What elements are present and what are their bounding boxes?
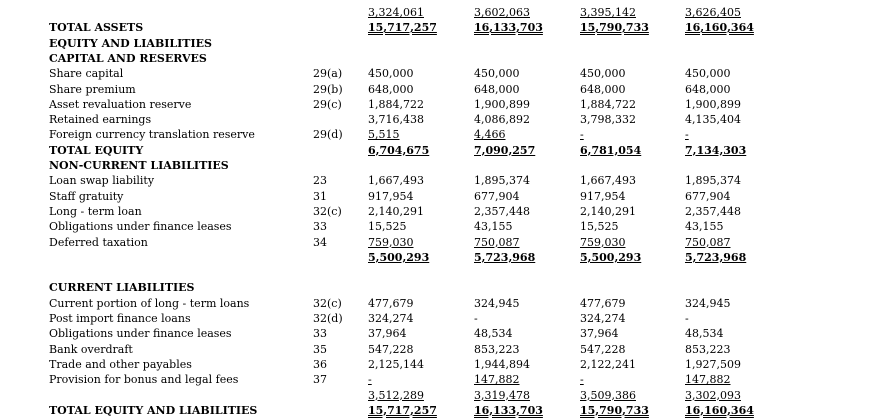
amount-cell: 5,500,293 bbox=[368, 250, 430, 264]
amount-cell: 7,090,257 bbox=[474, 143, 536, 157]
amount-cell: 917,954 bbox=[580, 189, 626, 203]
row-label: NON-CURRENT LIABILITIES bbox=[49, 159, 229, 172]
row-label: Staff gratuity bbox=[49, 189, 124, 203]
amount-cell: 648,000 bbox=[580, 82, 626, 96]
amount-cell: 5,723,968 bbox=[474, 250, 536, 264]
amount-cell: 3,319,478 bbox=[474, 388, 530, 402]
amount-cell: 15,790,733 bbox=[580, 21, 649, 35]
amount-cell: 450,000 bbox=[580, 67, 626, 81]
amount-cell: 450,000 bbox=[368, 67, 414, 81]
amount-cell: 1,900,899 bbox=[685, 97, 741, 111]
amount-cell: 15,525 bbox=[580, 220, 619, 234]
amount-cell: 324,945 bbox=[474, 296, 520, 310]
amount-cell: 3,798,332 bbox=[580, 113, 636, 127]
amount-cell: 6,781,054 bbox=[580, 143, 642, 157]
amount-cell: - bbox=[685, 312, 689, 325]
amount-cell: 16,160,364 bbox=[685, 21, 754, 35]
amount-cell: 1,884,722 bbox=[580, 97, 636, 111]
amount-cell: 3,716,438 bbox=[368, 113, 424, 127]
amount-cell: 1,927,509 bbox=[685, 357, 741, 371]
note-ref: 33 bbox=[313, 220, 327, 234]
amount-cell: 16,160,364 bbox=[685, 403, 754, 417]
row-label: CAPITAL AND RESERVES bbox=[49, 51, 207, 65]
amount-cell: 677,904 bbox=[685, 189, 731, 203]
row-label: Post import finance loans bbox=[49, 312, 191, 325]
amount-cell: - bbox=[685, 128, 689, 142]
amount-cell: 3,602,063 bbox=[474, 6, 530, 19]
row-label: Bank overdraft bbox=[49, 342, 133, 356]
row-label: TOTAL ASSETS bbox=[49, 21, 144, 35]
row-label: Current portion of long - term loans bbox=[49, 296, 250, 310]
amount-cell: 3,324,061 bbox=[368, 6, 424, 19]
amount-cell: 43,155 bbox=[685, 220, 724, 234]
amount-cell: 3,302,093 bbox=[685, 388, 741, 402]
note-ref: 33 bbox=[313, 327, 327, 341]
amount-cell: 15,717,257 bbox=[368, 21, 437, 35]
amount-cell: 450,000 bbox=[685, 67, 731, 81]
note-ref: 29(a) bbox=[313, 67, 343, 81]
note-ref: 23 bbox=[313, 174, 327, 188]
row-label: Share premium bbox=[49, 82, 136, 96]
amount-cell: 2,140,291 bbox=[368, 204, 424, 218]
amount-cell: 547,228 bbox=[580, 342, 626, 356]
row-label: CURRENT LIABILITIES bbox=[49, 281, 195, 295]
row-label: Asset revaluation reserve bbox=[49, 97, 192, 111]
amount-cell: 477,679 bbox=[368, 296, 414, 310]
amount-cell: 917,954 bbox=[368, 189, 414, 203]
amount-cell: 2,357,448 bbox=[685, 204, 741, 218]
amount-cell: 4,466 bbox=[474, 128, 506, 142]
amount-cell: 147,882 bbox=[474, 373, 520, 387]
amount-cell: - bbox=[580, 128, 584, 142]
amount-cell: 5,515 bbox=[368, 128, 400, 142]
amount-cell: 1,667,493 bbox=[580, 174, 636, 188]
note-ref: 29(d) bbox=[313, 128, 343, 142]
row-label: Provision for bonus and legal fees bbox=[49, 373, 239, 387]
row-label: Deferred taxation bbox=[49, 235, 148, 249]
note-ref: 36 bbox=[313, 357, 327, 371]
amount-cell: 853,223 bbox=[474, 342, 520, 356]
amount-cell: 648,000 bbox=[368, 82, 414, 96]
amount-cell: 759,030 bbox=[368, 235, 414, 249]
amount-cell: 648,000 bbox=[474, 82, 520, 96]
amount-cell: 1,895,374 bbox=[685, 174, 741, 188]
amount-cell: 3,626,405 bbox=[685, 6, 741, 19]
row-label: Loan swap liability bbox=[49, 174, 155, 188]
amount-cell: 1,944,894 bbox=[474, 357, 530, 371]
amount-cell: 43,155 bbox=[474, 220, 513, 234]
amount-cell: 677,904 bbox=[474, 189, 520, 203]
amount-cell: 648,000 bbox=[685, 82, 731, 96]
amount-cell: 16,133,703 bbox=[474, 403, 543, 417]
amount-cell: 6,704,675 bbox=[368, 143, 430, 157]
amount-cell: 2,125,144 bbox=[368, 357, 424, 371]
row-label: TOTAL EQUITY AND LIABILITIES bbox=[49, 403, 258, 417]
amount-cell: 15,525 bbox=[368, 220, 407, 234]
row-label: Share capital bbox=[49, 67, 124, 81]
amount-cell: 1,667,493 bbox=[368, 174, 424, 188]
amount-cell: 2,140,291 bbox=[580, 204, 636, 218]
amount-cell: 324,274 bbox=[580, 312, 626, 325]
row-label: Obligations under finance leases bbox=[49, 220, 232, 234]
amount-cell: 147,882 bbox=[685, 373, 731, 387]
amount-cell: 15,790,733 bbox=[580, 403, 649, 417]
amount-cell: - bbox=[368, 373, 372, 387]
amount-cell: - bbox=[580, 373, 584, 387]
amount-cell: 7,134,303 bbox=[685, 143, 747, 157]
amount-cell: 853,223 bbox=[685, 342, 731, 356]
amount-cell: 1,895,374 bbox=[474, 174, 530, 188]
amount-cell: 1,884,722 bbox=[368, 97, 424, 111]
amount-cell: 547,228 bbox=[368, 342, 414, 356]
amount-cell: - bbox=[474, 312, 478, 325]
row-label: Obligations under finance leases bbox=[49, 327, 232, 341]
note-ref: 31 bbox=[313, 189, 327, 203]
note-ref: 32(c) bbox=[313, 204, 342, 218]
amount-cell: 15,717,257 bbox=[368, 403, 437, 417]
amount-cell: 5,500,293 bbox=[580, 250, 642, 264]
amount-cell: 750,087 bbox=[685, 235, 731, 249]
note-ref: 37 bbox=[313, 373, 327, 387]
amount-cell: 1,900,899 bbox=[474, 97, 530, 111]
note-ref: 35 bbox=[313, 342, 327, 356]
note-ref: 32(d) bbox=[313, 312, 343, 325]
amount-cell: 477,679 bbox=[580, 296, 626, 310]
amount-cell: 48,534 bbox=[685, 327, 724, 341]
amount-cell: 450,000 bbox=[474, 67, 520, 81]
row-label: Trade and other payables bbox=[49, 357, 192, 371]
amount-cell: 37,964 bbox=[580, 327, 619, 341]
amount-cell: 16,133,703 bbox=[474, 21, 543, 35]
amount-cell: 4,086,892 bbox=[474, 113, 530, 127]
note-ref: 29(b) bbox=[313, 82, 343, 96]
note-ref: 32(c) bbox=[313, 296, 342, 310]
amount-cell: 4,135,404 bbox=[685, 113, 741, 127]
amount-cell: 2,357,448 bbox=[474, 204, 530, 218]
amount-cell: 324,945 bbox=[685, 296, 731, 310]
amount-cell: 324,274 bbox=[368, 312, 414, 325]
row-label: TOTAL EQUITY bbox=[49, 143, 144, 157]
amount-cell: 3,509,386 bbox=[580, 388, 636, 402]
amount-cell: 5,723,968 bbox=[685, 250, 747, 264]
note-ref: 29(c) bbox=[313, 97, 342, 111]
amount-cell: 37,964 bbox=[368, 327, 407, 341]
amount-cell: 3,395,142 bbox=[580, 6, 636, 19]
amount-cell: 48,534 bbox=[474, 327, 513, 341]
note-ref: 34 bbox=[313, 235, 327, 249]
amount-cell: 3,512,289 bbox=[368, 388, 424, 402]
row-label: EQUITY AND LIABILITIES bbox=[49, 36, 212, 50]
amount-cell: 759,030 bbox=[580, 235, 626, 249]
row-label: Long - term loan bbox=[49, 204, 142, 218]
amount-cell: 750,087 bbox=[474, 235, 520, 249]
amount-cell: 2,122,241 bbox=[580, 357, 636, 371]
row-label: Foreign currency translation reserve bbox=[49, 128, 255, 142]
row-label: Retained earnings bbox=[49, 113, 152, 127]
